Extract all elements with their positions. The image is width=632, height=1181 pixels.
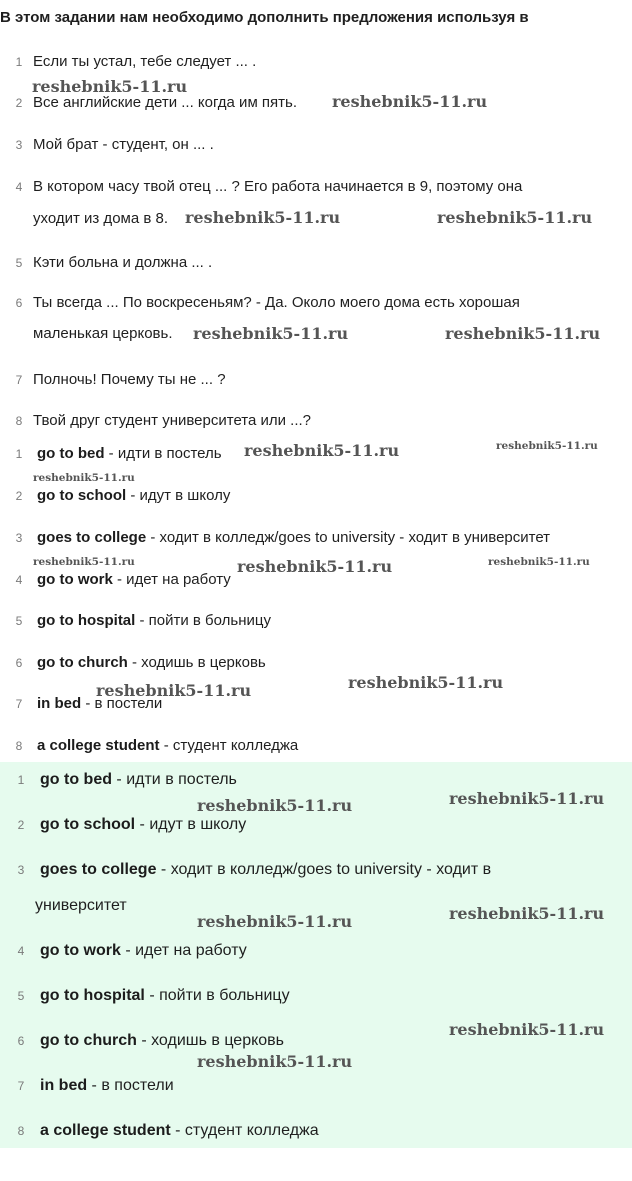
question-number: 8: [15, 414, 23, 428]
answer-translation: - в постели: [87, 1077, 174, 1094]
answer-number: 5: [15, 614, 23, 628]
answer-phrase: go to school: [37, 487, 127, 504]
question-text: Полночь! Почему ты не ... ?: [33, 371, 226, 388]
answer-phrase: go to hospital: [37, 612, 136, 629]
answer-phrase: go to hospital: [40, 987, 145, 1004]
answer-number: 8: [15, 739, 23, 753]
answer-translation: - идти в постель: [104, 445, 222, 462]
answer-number: 4: [15, 573, 23, 587]
question-number: 4: [15, 180, 23, 194]
answer-number: 6: [15, 656, 23, 670]
watermark: reshebnik5-11.ru: [488, 556, 590, 568]
answer-phrase: in bed: [40, 1077, 88, 1094]
answer-translation: - идет на работу: [120, 942, 247, 959]
watermark: reshebnik5-11.ru: [193, 324, 349, 343]
watermark: reshebnik5-11.ru: [244, 441, 400, 460]
answer-phrase: a college student: [37, 737, 160, 754]
watermark: reshebnik5-11.ru: [96, 681, 252, 700]
answer-translation: - идти в постель: [111, 771, 237, 788]
answer-translation-line2: университет: [35, 897, 127, 914]
watermark: reshebnik5-11.ru: [348, 673, 504, 692]
answer-phrase: goes to college: [40, 861, 157, 878]
watermark: reshebnik5-11.ru: [437, 208, 593, 227]
watermark: reshebnik5-11.ru: [197, 796, 353, 815]
question-text: Если ты устал, тебе следует ... .: [33, 53, 257, 70]
answer-phrase: go to work: [37, 571, 113, 588]
watermark: reshebnik5-11.ru: [237, 557, 393, 576]
answer-translation: - в постели: [81, 695, 163, 712]
watermark: reshebnik5-11.ru: [32, 77, 188, 96]
answer-number: 6: [17, 1034, 25, 1048]
question-text: Ты всегда ... По воскресеньям? - Да. Около моего дома есть хорошая: [33, 294, 520, 311]
answer-translation: - пойти в больницу: [144, 987, 290, 1004]
question-number: 1: [15, 55, 23, 69]
question-text-line2: уходит из дома в 8.: [33, 210, 168, 227]
question-number: 5: [15, 256, 23, 270]
answer-translation: - идут в школу: [126, 487, 231, 504]
watermark: reshebnik5-11.ru: [449, 789, 605, 808]
answer-translation: - пойти в больницу: [135, 612, 271, 629]
question-text: В котором часу твой отец ... ? Его работа начинается в 9, поэтому она: [33, 178, 523, 195]
question-number: 2: [15, 96, 23, 110]
answer-phrase: goes to college: [37, 529, 147, 546]
answer-translation: - студент колледжа: [159, 737, 299, 754]
question-text-line2: маленькая церковь.: [33, 325, 173, 342]
watermark: reshebnik5-11.ru: [449, 904, 605, 923]
answer-phrase: go to church: [40, 1032, 137, 1049]
question-number: 7: [15, 373, 23, 387]
answer-translation: - идут в школу: [135, 816, 247, 833]
answer-number: 4: [17, 944, 25, 958]
watermark: reshebnik5-11.ru: [197, 1052, 353, 1071]
answer-number: 2: [15, 489, 23, 503]
watermark: reshebnik5-11.ru: [185, 208, 341, 227]
question-number: 3: [15, 138, 23, 152]
answer-translation: - ходит в колледж/goes to university - ходит в университет: [146, 529, 551, 546]
watermark: reshebnik5-11.ru: [332, 92, 488, 111]
answer-phrase: a college student: [40, 1122, 171, 1139]
answer-translation: - ходишь в церковь: [136, 1032, 285, 1049]
answer-translation: - студент колледжа: [170, 1122, 319, 1139]
question-text: Мой брат - студент, он ... .: [33, 136, 214, 153]
answer-number: 3: [17, 863, 25, 877]
answer-number: 1: [15, 447, 23, 461]
answer-number: 5: [17, 989, 25, 1003]
title-overflow-mask: [0, 30, 632, 44]
task-title: В этом задании нам необходимо дополнить предложения используя в: [0, 9, 529, 26]
answer-translation: - идет на работу: [112, 571, 231, 588]
watermark: reshebnik5-11.ru: [33, 472, 135, 484]
answer-phrase: go to bed: [40, 771, 112, 788]
question-number: 6: [15, 296, 23, 310]
answer-phrase: in bed: [37, 695, 82, 712]
question-text: Кэти больна и должна ... .: [33, 254, 213, 271]
watermark: reshebnik5-11.ru: [33, 556, 135, 568]
watermark: reshebnik5-11.ru: [496, 440, 598, 452]
watermark: reshebnik5-11.ru: [445, 324, 601, 343]
answer-number: 8: [17, 1124, 25, 1138]
watermark: reshebnik5-11.ru: [197, 912, 353, 931]
question-text: Твой друг студент университета или ...?: [33, 412, 312, 429]
answer-phrase: go to church: [37, 654, 128, 671]
answer-number: 3: [15, 531, 23, 545]
answer-translation: - ходишь в церковь: [127, 654, 266, 671]
watermark: reshebnik5-11.ru: [449, 1020, 605, 1039]
answer-number: 1: [17, 773, 25, 787]
answer-number: 7: [15, 697, 23, 711]
answer-number: 7: [17, 1079, 25, 1093]
answer-translation: - ходит в колледж/goes to university - ходит в: [156, 861, 492, 878]
question-text: Все английские дети ... когда им пять.: [33, 94, 298, 111]
answer-phrase: go to school: [40, 816, 136, 833]
answer-phrase: go to bed: [37, 445, 105, 462]
answer-number: 2: [17, 818, 25, 832]
answer-phrase: go to work: [40, 942, 121, 959]
